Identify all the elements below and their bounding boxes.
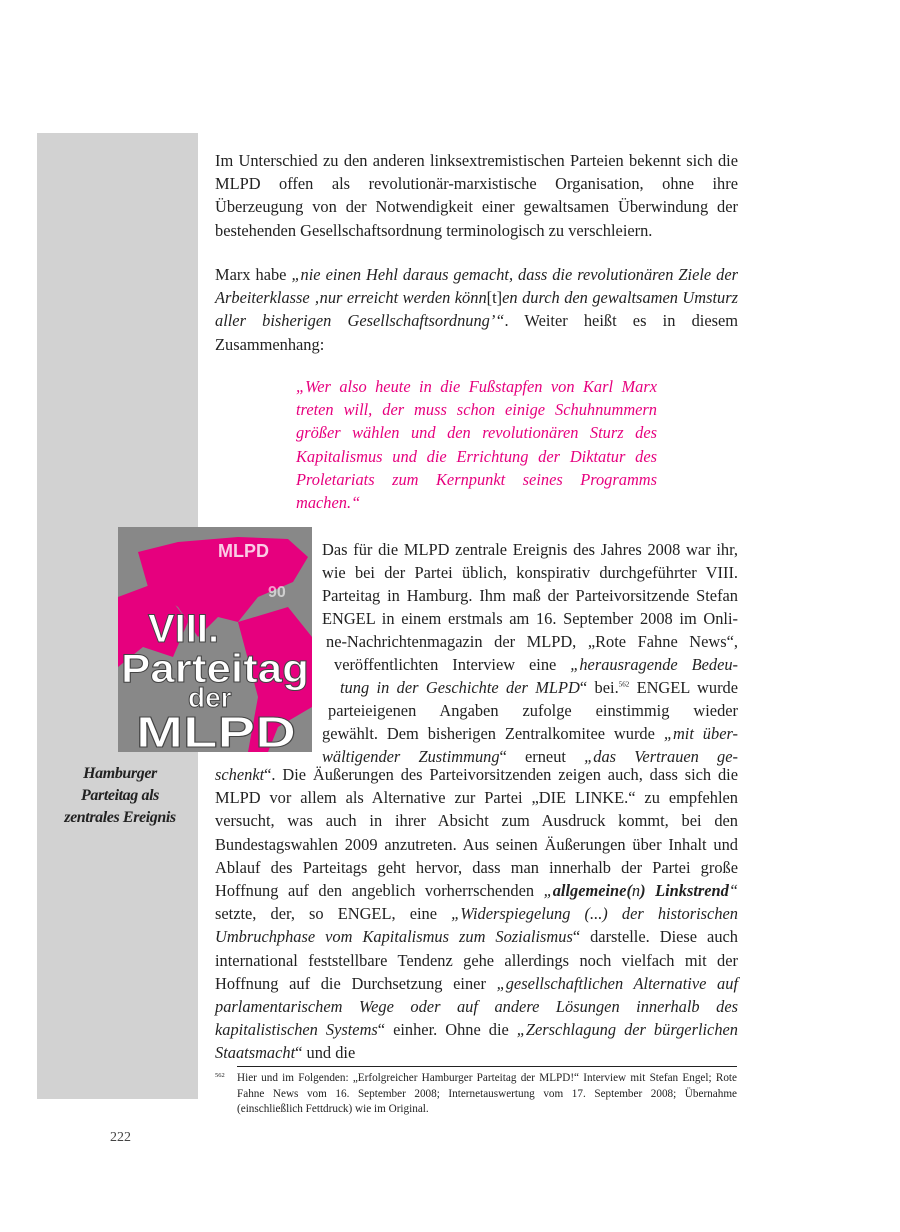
text-span: ENGEL wurde bbox=[629, 678, 738, 697]
footnote-divider bbox=[237, 1066, 737, 1067]
text-span: “ und die bbox=[295, 1043, 356, 1063]
text-italic: „ bbox=[543, 881, 553, 901]
para2-tail: . Weiter heißt es in diesem Zusammenhang: bbox=[215, 311, 738, 354]
footnote-text: Hier und im Folgenden: „Erfolgreicher Hamburger Parteitag der MLPD!“ Interview mit Stefan Engel; Rote Fahne News vom 16. September 2008; Internetauswertung vom 17. September 2008; Übernahme (einschließlich Fettdruck) wie im Original. bbox=[237, 1072, 737, 1115]
text-italic: „das Vertrauen ge- bbox=[584, 747, 738, 766]
page-number: 222 bbox=[110, 1130, 131, 1145]
party-congress-poster bbox=[118, 527, 312, 752]
text-italic: „Widerspiegelung (...) der historischen Umbruchphase vom Kapitalismus zum Sozialismus bbox=[215, 904, 738, 947]
para2-bracket: [t] bbox=[486, 288, 503, 308]
flag-subtext: 90 bbox=[268, 584, 286, 601]
paragraph-2 bbox=[215, 263, 738, 356]
poster-line-1: VIII. bbox=[148, 607, 220, 651]
poster-line-2: Parteitag bbox=[121, 647, 309, 691]
paragraph-1: Im Unterschied zu den anderen linksextremistischen Parteien bekennt sich die MLPD offen als revolutionär-marxistische Organisation, ohne ihre Überzeugung von der Notwendigkeit einer gewaltsamen Überwindung der bestehenden Gesellschaftsordnung terminologisch zu verschleiern. bbox=[215, 151, 738, 240]
text-span: “. Die Äußerungen des Parteivorsitzenden zeigen auch, dass sich die MLPD vor allem als Alternative zur Partei „DIE LINKE.“ zu empfehlen versucht, was auch in ihrer Absicht zum Ausdruck kommt, bei den Bundestagswahlen 2009 anzutreten. Aus seinen Äußerungen über Inhalt und Ablauf des Parteitags geht hervor, dass man innerhalb der Partei große Hoffnung auf den angeblich vorherrschenden bbox=[215, 765, 738, 901]
text-span: gewählt. Dem bisherigen Zentralkomitee wurde bbox=[322, 724, 664, 743]
footnote-ref[interactable]: 562 bbox=[618, 680, 630, 689]
text-line: ENGEL in einem erstmals am 16. September 2008 im Onli- bbox=[322, 609, 738, 628]
text-italic: wältigender Zustimmung bbox=[322, 747, 500, 766]
text-line: Parteitag in Hamburg. Ihm maß der Parteivorsitzende Stefan bbox=[322, 586, 738, 605]
text-span: “ bei. bbox=[579, 678, 619, 697]
block-quote: „Wer also heute in die Fußstapfen von Karl Marx treten will, der muss schon einige Schuhnummern größer wählen und den revolutionären Sturz des Kapitalismus und die Errichtung der Diktatur des Proletariats zum Kernpunkt seines Programms machen.“ bbox=[296, 377, 657, 513]
text-italic: tung in der Geschichte der MLPD bbox=[340, 678, 580, 697]
para2-quote: „nie einen Hehl daraus gemacht, dass die revolutionären Ziele der Arbeiterklasse ‚nur erreicht werden könn bbox=[215, 265, 739, 308]
text-italic: n bbox=[631, 881, 641, 901]
text-line: ne-Nachrichtenmagazin der MLPD, „Rote Fahne News“, bbox=[326, 632, 738, 651]
text-span: “ erneut bbox=[499, 747, 585, 766]
text-italic: schenkt bbox=[215, 765, 265, 784]
text-italic: „mit über- bbox=[663, 724, 738, 743]
text-line: parteieigenen Angaben zufolge einstimmig wieder bbox=[328, 701, 738, 720]
text-line bbox=[334, 653, 738, 676]
side-heading-line-2: Parteitag als bbox=[81, 787, 159, 804]
text-italic: „gesellschaftlichen Alternative auf parlamentarischem Wege oder auf andere Lösungen innerhalb des kapitalistischen Systems bbox=[215, 973, 738, 1040]
text-bold-italic: allgemeine( bbox=[552, 881, 632, 901]
para2-quote-end: en durch den gewaltsamen Umsturz aller bisherigen Gesellschaftsordnung’“ bbox=[215, 288, 738, 331]
text-bold-italic: ) Linkstrend bbox=[640, 881, 729, 901]
paragraph-3-continued bbox=[215, 763, 738, 1065]
text-span: veröffentlichten Interview eine bbox=[334, 655, 571, 674]
flag-text: MLPD bbox=[218, 541, 269, 561]
footnote-number: 562 bbox=[215, 1072, 225, 1079]
text-span: setzte, der, so ENGEL, eine bbox=[215, 904, 452, 924]
text-line bbox=[340, 676, 738, 699]
poster-line-4: MLPD bbox=[136, 708, 296, 752]
text-span: “ einher. Ohne die bbox=[377, 1020, 517, 1040]
side-heading-line-3: zentrales Ereignis bbox=[64, 809, 176, 826]
para2-text: Marx habe bbox=[215, 265, 292, 284]
side-heading bbox=[45, 763, 195, 829]
text-italic: “ bbox=[728, 881, 738, 901]
text-italic: „herausragende Bedeu- bbox=[570, 655, 739, 674]
side-heading-line-1: Hamburger bbox=[83, 765, 157, 782]
text-line: Das für die MLPD zentrale Ereignis des Jahres 2008 war ihr, bbox=[322, 540, 738, 559]
poster-line-3: der bbox=[188, 682, 232, 713]
text-line: wie bei der Partei üblich, konspirativ durchgeführter VIII. bbox=[322, 563, 738, 582]
text-span: “ darstelle. Diese auch international feststellbare Tendenz gehe allerdings noch vielfach mit der Hoffnung auf die Durchsetzung einer bbox=[215, 927, 738, 993]
text-line bbox=[322, 722, 738, 745]
text-italic: „Zerschlagung der bürgerlichen Staatsmacht bbox=[215, 1020, 738, 1063]
